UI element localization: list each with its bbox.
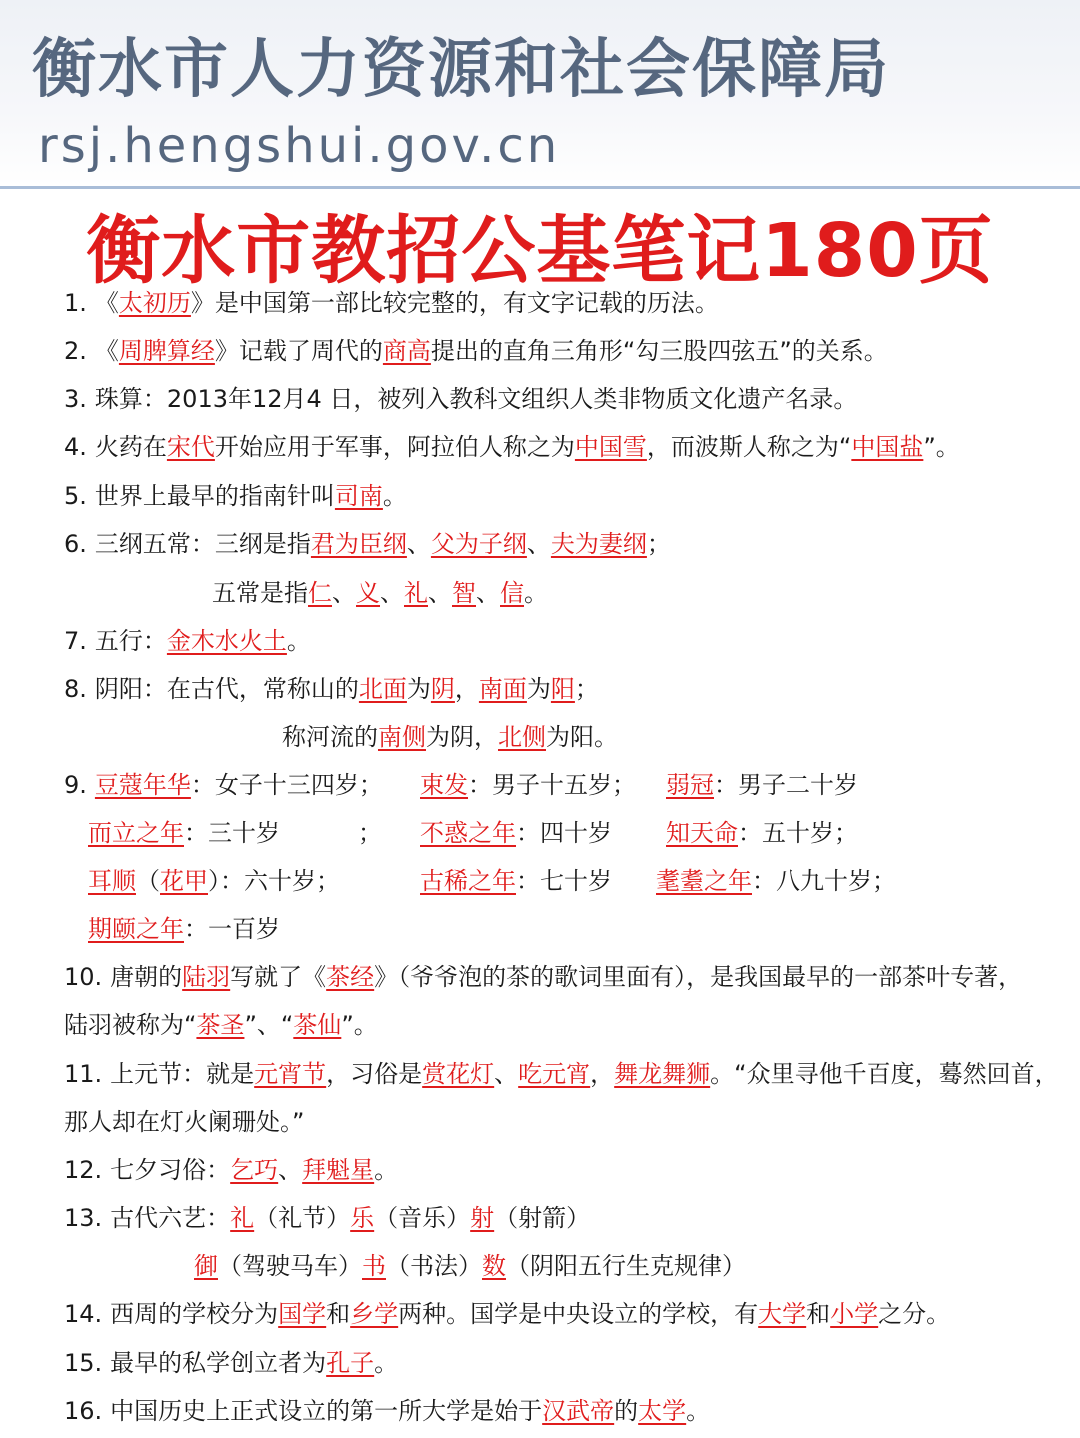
item-number: 1. (64, 289, 87, 317)
note-text: 为阳。 (546, 723, 618, 751)
note-text: 之分。 (878, 1300, 951, 1328)
keyword: 礼 (230, 1204, 255, 1232)
item-number: 7. (64, 627, 87, 655)
note-text: 提出的直角三角形“勾三股四弦五”的关系。 (430, 337, 888, 365)
note-line (64, 674, 599, 704)
keyword: 陆羽 (182, 963, 231, 991)
keyword: 汉武帝 (542, 1397, 615, 1425)
note-text: 称河流的 (282, 723, 378, 751)
note-text: 两种。国学是中央设立的学校，有 (398, 1300, 759, 1328)
note-text: 。 (286, 627, 311, 655)
note-line (64, 1396, 710, 1426)
note-text: （礼节） (254, 1204, 351, 1232)
keyword: 元宵节 (254, 1060, 327, 1088)
note-text: 世界上最早的指南针叫 (94, 482, 335, 510)
keyword: 赏花灯 (422, 1060, 495, 1088)
header-banner (0, 0, 1080, 189)
note-text: 的 (614, 1397, 639, 1425)
note-text: 最早的私学创立者为 (110, 1349, 327, 1377)
note-text: ：男子二十岁 (714, 771, 858, 799)
note-text: ：女子十三四岁； (190, 771, 383, 799)
note-text: 阴阳：在古代，常称山的 (94, 675, 359, 703)
note-line (420, 818, 612, 848)
keyword: 南面 (478, 675, 527, 703)
note-text: ， (454, 675, 479, 703)
keyword: 太初历 (118, 289, 191, 317)
keyword: 拜魁星 (302, 1156, 375, 1184)
note-text: 西周的学校分为 (110, 1300, 279, 1328)
keyword: 期颐之年 (88, 915, 184, 943)
note-text: 。 (686, 1397, 711, 1425)
item-number: 15. (64, 1349, 103, 1377)
keyword: 仁 (308, 579, 332, 607)
item-number: 6. (64, 530, 87, 558)
item-number: 10. (64, 963, 103, 991)
note-text: ； (646, 530, 671, 558)
item-number: 4. (64, 433, 87, 461)
note-text: ：七十岁 (516, 867, 612, 895)
keyword: 知天命 (666, 819, 738, 847)
note-line (64, 288, 719, 318)
site-url: rsj.hengshui.gov.cn (38, 118, 561, 174)
keyword: 书 (362, 1252, 386, 1280)
note-text: 五常是指 (212, 579, 308, 607)
item-number: 11. (64, 1060, 103, 1088)
note-text: ； (358, 819, 382, 847)
note-text: 上元节：就是 (110, 1060, 255, 1088)
note-text: 。 (374, 1156, 399, 1184)
note-text: 中国历史上正式设立的第一所大学是始于 (110, 1397, 543, 1425)
note-line (88, 866, 340, 896)
note-line (64, 1059, 1059, 1089)
item-number: 2. (64, 337, 87, 365)
keyword: 义 (356, 579, 380, 607)
note-line (420, 866, 612, 896)
note-text: 五行： (94, 627, 167, 655)
note-text: 写就了《 (230, 963, 327, 991)
note-line (64, 1299, 950, 1329)
note-text: （书法） (386, 1252, 482, 1280)
keyword: 不惑之年 (420, 819, 516, 847)
note-line (282, 722, 618, 752)
keyword: 耄耋之年 (656, 867, 752, 895)
note-text: ； (574, 675, 599, 703)
note-text: 、 (494, 1060, 519, 1088)
keyword: 小学 (830, 1300, 879, 1328)
note-text: 。 (374, 1349, 399, 1377)
item-number: 13. (64, 1204, 103, 1232)
note-line (64, 384, 857, 414)
note-line (64, 770, 383, 800)
org-name: 衡水市人力资源和社会保障局 (32, 33, 890, 107)
note-line (666, 770, 858, 800)
keyword: 中国雪 (574, 433, 647, 461)
note-line (212, 578, 548, 608)
note-line (420, 770, 636, 800)
note-text: 珠算：2013年12月4 日，被列入教科文组织人类非物质文化遗产名录。 (94, 385, 858, 413)
note-line (88, 914, 280, 944)
keyword: 耳顺 (88, 867, 136, 895)
keyword: 国学 (278, 1300, 327, 1328)
keyword: 孔子 (326, 1349, 375, 1377)
note-text: （驾驶马车） (218, 1252, 362, 1280)
keyword: 信 (500, 579, 524, 607)
note-text: （ (136, 867, 160, 895)
page-title: 衡水市教招公基笔记180页 (86, 208, 994, 294)
note-line (194, 1251, 746, 1281)
note-text: 。 (382, 482, 407, 510)
item-number: 14. (64, 1300, 103, 1328)
note-text: ”。 (341, 1011, 378, 1039)
note-text: 、 (428, 579, 452, 607)
item-number: 3. (64, 385, 87, 413)
note-text: 和 (326, 1300, 351, 1328)
note-line (64, 962, 1022, 992)
note-text: 为阴， (426, 723, 498, 751)
note-text: ，而波斯人称之为“ (646, 433, 852, 461)
keyword: 乞巧 (230, 1156, 279, 1184)
item-number: 12. (64, 1156, 103, 1184)
keyword: 茶仙 (293, 1011, 342, 1039)
item-number: 8. (64, 675, 87, 703)
note-text: 、 (526, 530, 551, 558)
note-text: 为 (406, 675, 431, 703)
note-line (358, 818, 382, 848)
keyword: 商高 (382, 337, 431, 365)
note-line (64, 1203, 590, 1233)
keyword: 司南 (334, 482, 383, 510)
note-line (64, 1155, 398, 1185)
note-line (64, 626, 311, 656)
keyword: 阴 (430, 675, 455, 703)
note-line (64, 481, 407, 511)
note-text: 火药在 (94, 433, 167, 461)
note-text: 》是中国第一部比较完整的，有文字记载的历法。 (190, 289, 719, 317)
note-line (64, 1348, 398, 1378)
note-text: 》记载了周代的 (214, 337, 383, 365)
keyword: 乐 (350, 1204, 375, 1232)
note-text: 》（爷爷泡的茶的歌词里面有），是我国最早的一部茶叶专著， (374, 963, 1023, 991)
note-text: 。“众里寻他千百度，蓦然回首， (710, 1060, 1059, 1088)
note-line (64, 336, 888, 366)
note-text: 、 (380, 579, 404, 607)
note-text: 三纲五常：三纲是指 (94, 530, 311, 558)
note-text: ：一百岁 (184, 915, 280, 943)
note-text: （射箭） (494, 1204, 591, 1232)
note-text: 唐朝的 (110, 963, 183, 991)
keyword: 花甲 (160, 867, 208, 895)
note-text: 开始应用于军事，阿拉伯人称之为 (214, 433, 575, 461)
note-text: 《 (94, 337, 119, 365)
note-text: ：四十岁 (516, 819, 612, 847)
note-line (666, 818, 858, 848)
note-text: ）：六十岁； (208, 867, 340, 895)
keyword: 宋代 (166, 433, 215, 461)
note-line (64, 1107, 304, 1137)
keyword: 礼 (404, 579, 428, 607)
note-text: 。 (524, 579, 548, 607)
keyword: 茶圣 (196, 1011, 245, 1039)
note-text: ：八九十岁； (752, 867, 896, 895)
note-text: 那人却在灯火阑珊处。” (64, 1108, 305, 1136)
keyword: 御 (194, 1252, 218, 1280)
item-number: 9. (64, 771, 87, 799)
keyword: 父为子纲 (430, 530, 527, 558)
note-text: ， (590, 1060, 615, 1088)
keyword: 数 (482, 1252, 506, 1280)
note-line (64, 529, 671, 559)
note-text: ：五十岁； (738, 819, 858, 847)
note-text: ”、“ (244, 1011, 294, 1039)
keyword: 舞龙舞狮 (614, 1060, 711, 1088)
note-text: ，习俗是 (326, 1060, 423, 1088)
note-text: 、 (406, 530, 431, 558)
keyword: 北侧 (498, 723, 546, 751)
note-text: 古代六艺： (110, 1204, 231, 1232)
note-text: 七夕习俗： (110, 1156, 231, 1184)
note-line (656, 866, 896, 896)
keyword: 吃元宵 (518, 1060, 591, 1088)
keyword: 茶经 (326, 963, 375, 991)
note-text: 、 (278, 1156, 303, 1184)
keyword: 弱冠 (666, 771, 714, 799)
note-text: （阴阳五行生克规律） (506, 1252, 746, 1280)
keyword: 乡学 (350, 1300, 399, 1328)
note-line (64, 432, 960, 462)
keyword: 豆蔻年华 (94, 771, 191, 799)
note-text: ：男子十五岁； (468, 771, 636, 799)
note-text: 为 (526, 675, 551, 703)
keyword: 阳 (550, 675, 575, 703)
keyword: 夫为妻纲 (550, 530, 647, 558)
keyword: 射 (470, 1204, 495, 1232)
note-line (64, 1010, 378, 1040)
note-text: 、 (332, 579, 356, 607)
keyword: 周脾算经 (118, 337, 215, 365)
keyword: 中国盐 (851, 433, 924, 461)
keyword: 君为臣纲 (310, 530, 407, 558)
item-number: 5. (64, 482, 87, 510)
keyword: 束发 (420, 771, 468, 799)
note-text: （音乐） (374, 1204, 471, 1232)
note-text: ”。 (923, 433, 960, 461)
note-text: 陆羽被称为“ (64, 1011, 197, 1039)
keyword: 而立之年 (88, 819, 184, 847)
keyword: 南侧 (378, 723, 426, 751)
keyword: 太学 (638, 1397, 687, 1425)
note-text: 《 (94, 289, 119, 317)
note-line (88, 818, 280, 848)
note-text: ：三十岁 (184, 819, 280, 847)
item-number: 16. (64, 1397, 103, 1425)
note-text: 和 (806, 1300, 831, 1328)
note-text: 、 (476, 579, 500, 607)
keyword: 金木水火土 (166, 627, 287, 655)
keyword: 北面 (358, 675, 407, 703)
keyword: 古稀之年 (420, 867, 516, 895)
keyword: 智 (452, 579, 476, 607)
keyword: 大学 (758, 1300, 807, 1328)
